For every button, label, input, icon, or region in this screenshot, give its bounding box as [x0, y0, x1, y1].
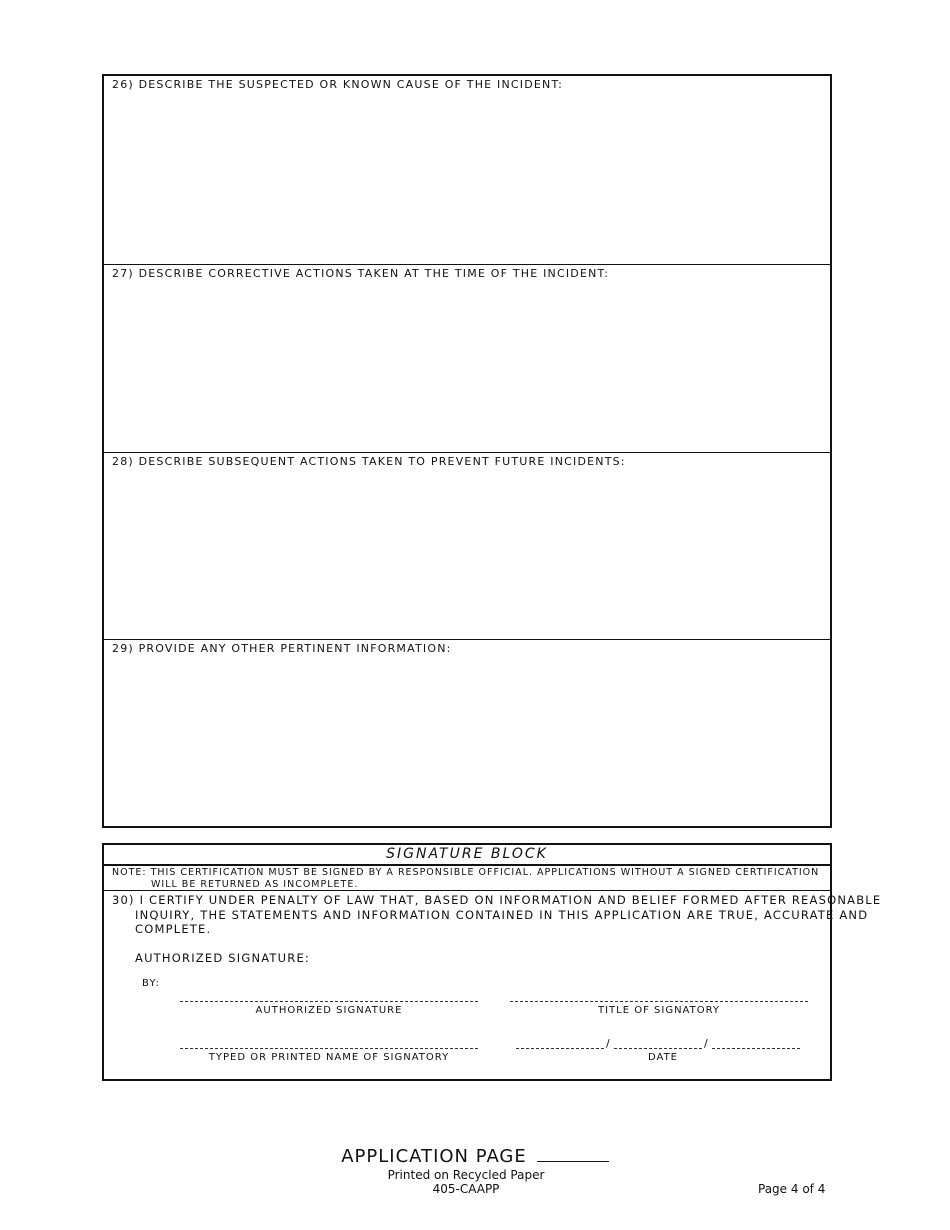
question-27-label: 27) DESCRIBE CORRECTIVE ACTIONS TAKEN AT THE TIME OF THE INCIDENT: — [112, 267, 610, 280]
page-number: Page 4 of 4 — [758, 1182, 826, 1196]
date-separator-1: / — [606, 1037, 611, 1050]
note-line-2: WILL BE RETURNED AS INCOMPLETE. — [151, 879, 359, 890]
title-of-signatory-line[interactable] — [510, 1001, 808, 1002]
authorized-signature-line[interactable] — [180, 1001, 478, 1002]
question-28[interactable] — [104, 453, 830, 640]
typed-name-line[interactable] — [180, 1048, 478, 1049]
recycled-paper-note: Printed on Recycled Paper — [387, 1168, 545, 1182]
question-28-label: 28) DESCRIBE SUBSEQUENT ACTIONS TAKEN TO PREVENT FUTURE INCIDENTS: — [112, 455, 626, 468]
date-month-line[interactable] — [516, 1048, 604, 1049]
incident-questions-box — [102, 74, 832, 828]
application-page-text: APPLICATION PAGE — [341, 1146, 527, 1167]
authorized-signature-heading: AUTHORIZED SIGNATURE: — [135, 951, 310, 965]
authorized-signature-caption: AUTHORIZED SIGNATURE — [255, 1005, 403, 1016]
question-26[interactable] — [104, 76, 830, 265]
date-separator-2: / — [704, 1037, 709, 1050]
date-caption: DATE — [647, 1052, 678, 1063]
form-id: 405-CAAPP — [432, 1182, 500, 1196]
question-26-label: 26) DESCRIBE THE SUSPECTED OR KNOWN CAUSE OF THE INCIDENT: — [112, 78, 564, 91]
date-day-line[interactable] — [614, 1048, 702, 1049]
certification-line-1: 30) I CERTIFY UNDER PENALTY OF LAW THAT, BASED ON INFORMATION AND BELIEF FORMED AFTER REASONABLE — [112, 893, 882, 907]
certification-line-2: INQUIRY, THE STATEMENTS AND INFORMATION CONTAINED IN THIS APPLICATION ARE TRUE, ACCURATE AND — [135, 908, 869, 922]
question-27[interactable] — [104, 265, 830, 453]
certification-note — [104, 866, 830, 891]
title-of-signatory-caption: TITLE OF SIGNATORY — [597, 1005, 721, 1016]
note-line-1: NOTE: THIS CERTIFICATION MUST BE SIGNED BY A RESPONSIBLE OFFICIAL. APPLICATIONS WITHOUT A SIGNED CERTIFICATION — [112, 867, 820, 878]
signature-block-title: SIGNATURE BLOCK — [104, 845, 830, 866]
by-label: BY: — [142, 978, 161, 989]
question-29-label: 29) PROVIDE ANY OTHER PERTINENT INFORMATION: — [112, 642, 452, 655]
date-year-line[interactable] — [712, 1048, 800, 1049]
typed-name-caption: TYPED OR PRINTED NAME OF SIGNATORY — [208, 1052, 450, 1063]
question-29[interactable] — [104, 640, 830, 826]
application-page-number-field[interactable] — [537, 1147, 609, 1162]
application-page-label — [0, 1146, 950, 1167]
signature-block — [102, 843, 882, 1081]
certification-line-3: COMPLETE. — [135, 922, 212, 936]
